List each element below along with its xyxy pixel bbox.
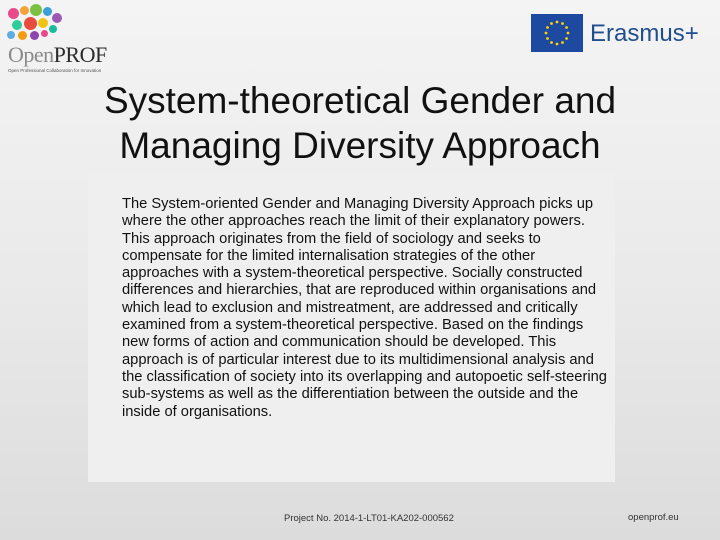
eu-star [550, 41, 553, 44]
openprof-logo [4, 4, 116, 74]
openprof-tagline: Open Professional Collaboration for Innovation [8, 68, 102, 73]
eu-flag-icon [531, 14, 583, 52]
eu-star [567, 32, 570, 35]
openprof-wordmark: OpenPROF [8, 42, 107, 67]
eu-star [561, 41, 564, 44]
eu-star [556, 21, 559, 24]
openprof-dots-icon [6, 4, 66, 46]
erasmus-plus-logo [531, 14, 711, 52]
slide-title [40, 78, 680, 168]
eu-star [546, 37, 549, 40]
slide-title-line-2: Managing Diversity Approach [119, 125, 601, 166]
eu-star [550, 22, 553, 25]
eu-star [565, 26, 568, 29]
eu-star [561, 22, 564, 25]
website-link[interactable]: openprof.eu [628, 512, 679, 523]
eu-star [545, 32, 548, 35]
slide-title-line-1: System-theoretical Gender and [103, 80, 617, 121]
erasmus-wordmark: Erasmus+ [590, 20, 699, 47]
project-number: Project No. 2014-1-LT01-KA202-000562 [284, 513, 454, 524]
slide-body-text: The System-oriented Gender and Managing Diversity Approach picks up where the other approaches reach the limit of their explanatory powers. This approach originates from the field of sociology and seeks to compensate for the limited internalisation strategies of the other approaches with a system-theoretical perspective. Socially constructed differences and hierarchies, that are reproduced within organisations and which lead to exclusion and mistreatment, are addressed and critically examined from a system-theoretical perspective. Based on the findings new forms of action and communication should be developed. This approach is of particular interest due to its multidimensional analysis and the classification of society into its overlapping and autopoetic self-steering sub-systems as well as the differentiation between the outside and the inside of organisations. [122, 196, 607, 420]
eu-star [565, 37, 568, 40]
eu-star [546, 26, 549, 29]
eu-star [556, 43, 559, 46]
